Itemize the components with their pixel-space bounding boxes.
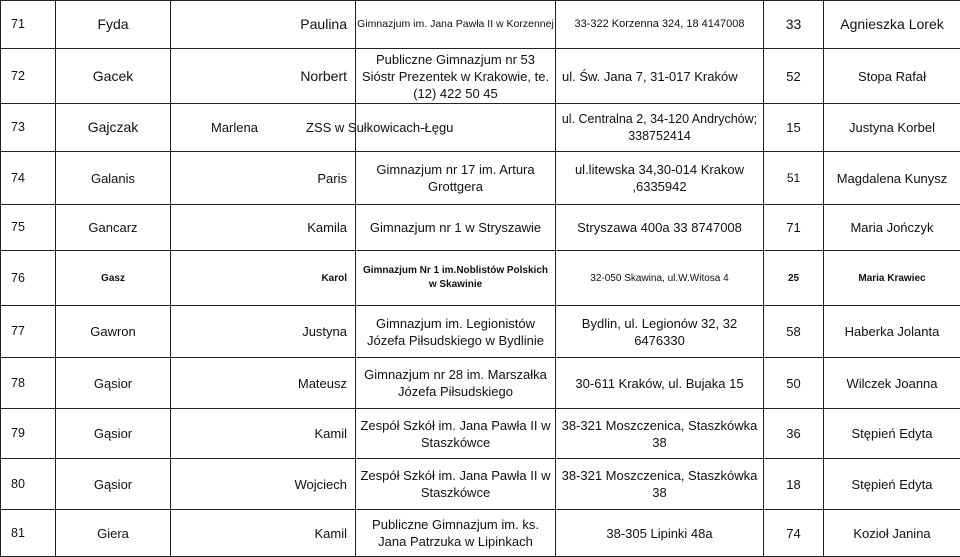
- cell-surname: Galanis: [56, 152, 171, 205]
- cell-surname: Fyda: [56, 1, 171, 49]
- cell-teacher: Wilczek Joanna: [824, 358, 960, 409]
- cell-school: Gimnazjum nr 28 im. Marszałka Józefa Piłsudskiego: [356, 358, 556, 409]
- cell-nr: 74: [1, 152, 56, 205]
- cell-school: Gimnazjum nr 1 w Stryszawie: [356, 205, 556, 251]
- table-row: [1, 1, 960, 49]
- cell-school: Gimnazjum nr 17 im. Artura Grottgera: [356, 152, 556, 205]
- cell-nr: 79: [1, 409, 56, 459]
- table-row: [1, 409, 960, 459]
- cell-teacher: Stopa Rafał: [824, 49, 960, 104]
- cell-school: Publiczne Gimnazjum nr 53 Sióstr Prezentek w Krakowie, te. (12) 422 50 45: [356, 49, 556, 104]
- cell-name: Wojciech: [171, 459, 356, 510]
- cell-name: Norbert: [171, 49, 356, 104]
- cell-address: ul. Centralna 2, 34-120 Andrychów; 338752414: [556, 104, 764, 152]
- cell-surname: Gąsior: [56, 459, 171, 510]
- cell-address: 38-321 Moszczenica, Staszkówka 38: [556, 409, 764, 459]
- cell-teacher: Stępień Edyta: [824, 459, 960, 510]
- cell-address: 38-321 Moszczenica, Staszkówka 38: [556, 459, 764, 510]
- cell-address: Bydlin, ul. Legionów 32, 32 6476330: [556, 306, 764, 358]
- cell-surname: Gąsior: [56, 358, 171, 409]
- cell-teacher: Stępień Edyta: [824, 409, 960, 459]
- cell-surname: Gancarz: [56, 205, 171, 251]
- table-row: [1, 49, 960, 104]
- cell-nr: 72: [1, 49, 56, 104]
- cell-teacher: Haberka Jolanta: [824, 306, 960, 358]
- cell-school: Publiczne Gimnazjum im. ks. Jana Patrzuka w Lipinkach: [356, 510, 556, 557]
- cell-name: Mateusz: [171, 358, 356, 409]
- cell-surname: Gąsior: [56, 409, 171, 459]
- cell-name: Marlena: [171, 104, 356, 152]
- cell-name: Paris: [171, 152, 356, 205]
- cell-points: 50: [764, 358, 824, 409]
- cell-nr: 73: [1, 104, 56, 152]
- cell-name: Justyna: [171, 306, 356, 358]
- cell-teacher: Agnieszka Lorek: [824, 1, 960, 49]
- table-row: [1, 358, 960, 409]
- cell-points: 58: [764, 306, 824, 358]
- table-row: [1, 459, 960, 510]
- cell-teacher: Magdalena Kunysz: [824, 152, 960, 205]
- cell-nr: 77: [1, 306, 56, 358]
- cell-surname: Gajczak: [56, 104, 171, 152]
- cell-nr: 76: [1, 251, 56, 306]
- table-row: [1, 251, 960, 306]
- cell-teacher: Maria Krawiec: [824, 251, 960, 306]
- cell-teacher: Justyna Korbel: [824, 104, 960, 152]
- cell-teacher: Maria Jończyk: [824, 205, 960, 251]
- cell-nr: 81: [1, 510, 56, 557]
- cell-surname: Giera: [56, 510, 171, 557]
- cell-school: ZSS w Sułkowicach-Łęgu: [306, 104, 506, 152]
- table-row: [1, 152, 960, 205]
- cell-address: 32-050 Skawina, ul.W.Witosa 4: [556, 251, 764, 306]
- cell-teacher: Kozioł Janina: [824, 510, 960, 557]
- cell-address: Stryszawa 400a 33 8747008: [556, 205, 764, 251]
- table-row: [1, 104, 960, 152]
- cell-points: 71: [764, 205, 824, 251]
- cell-school: Zespół Szkół im. Jana Pawła II w Staszkówce: [356, 459, 556, 510]
- cell-points: 18: [764, 459, 824, 510]
- cell-surname: Gasz: [56, 251, 171, 306]
- cell-address: 30-611 Kraków, ul. Bujaka 15: [556, 358, 764, 409]
- cell-name: Kamil: [171, 510, 356, 557]
- cell-address: ul.litewska 34,30-014 Krakow ,6335942: [556, 152, 764, 205]
- cell-name: Kamila: [171, 205, 356, 251]
- cell-name: Karol: [171, 251, 356, 306]
- cell-nr: 71: [1, 1, 56, 49]
- table-row: [1, 306, 960, 358]
- cell-nr: 80: [1, 459, 56, 510]
- cell-points: 36: [764, 409, 824, 459]
- cell-points: 52: [764, 49, 824, 104]
- cell-points: 74: [764, 510, 824, 557]
- table-row: [1, 205, 960, 251]
- cell-name: Kamil: [171, 409, 356, 459]
- cell-points: 51: [764, 152, 824, 205]
- table-row: [1, 510, 960, 557]
- cell-points: 15: [764, 104, 824, 152]
- cell-surname: Gacek: [56, 49, 171, 104]
- cell-points: 25: [764, 251, 824, 306]
- cell-address: 33-322 Korzenna 324, 18 4147008: [556, 1, 764, 49]
- cell-school: Zespół Szkół im. Jana Pawła II w Staszkówce: [356, 409, 556, 459]
- cell-nr: 78: [1, 358, 56, 409]
- cell-school: Gimnazjum Nr 1 im.Noblistów Polskich w Skawinie: [356, 251, 556, 306]
- cell-name: Paulina: [171, 1, 356, 49]
- cell-surname: Gawron: [56, 306, 171, 358]
- cell-nr: 75: [1, 205, 56, 251]
- cell-school: Gimnazjum im. Legionistów Józefa Piłsudskiego w Bydlinie: [356, 306, 556, 358]
- cell-address: ul. Św. Jana 7, 31-017 Kraków: [556, 49, 764, 104]
- cell-school: Gimnazjum im. Jana Pawła II w Korzennej: [356, 1, 556, 49]
- cell-address: 38-305 Lipinki 48a: [556, 510, 764, 557]
- cell-points: 33: [764, 1, 824, 49]
